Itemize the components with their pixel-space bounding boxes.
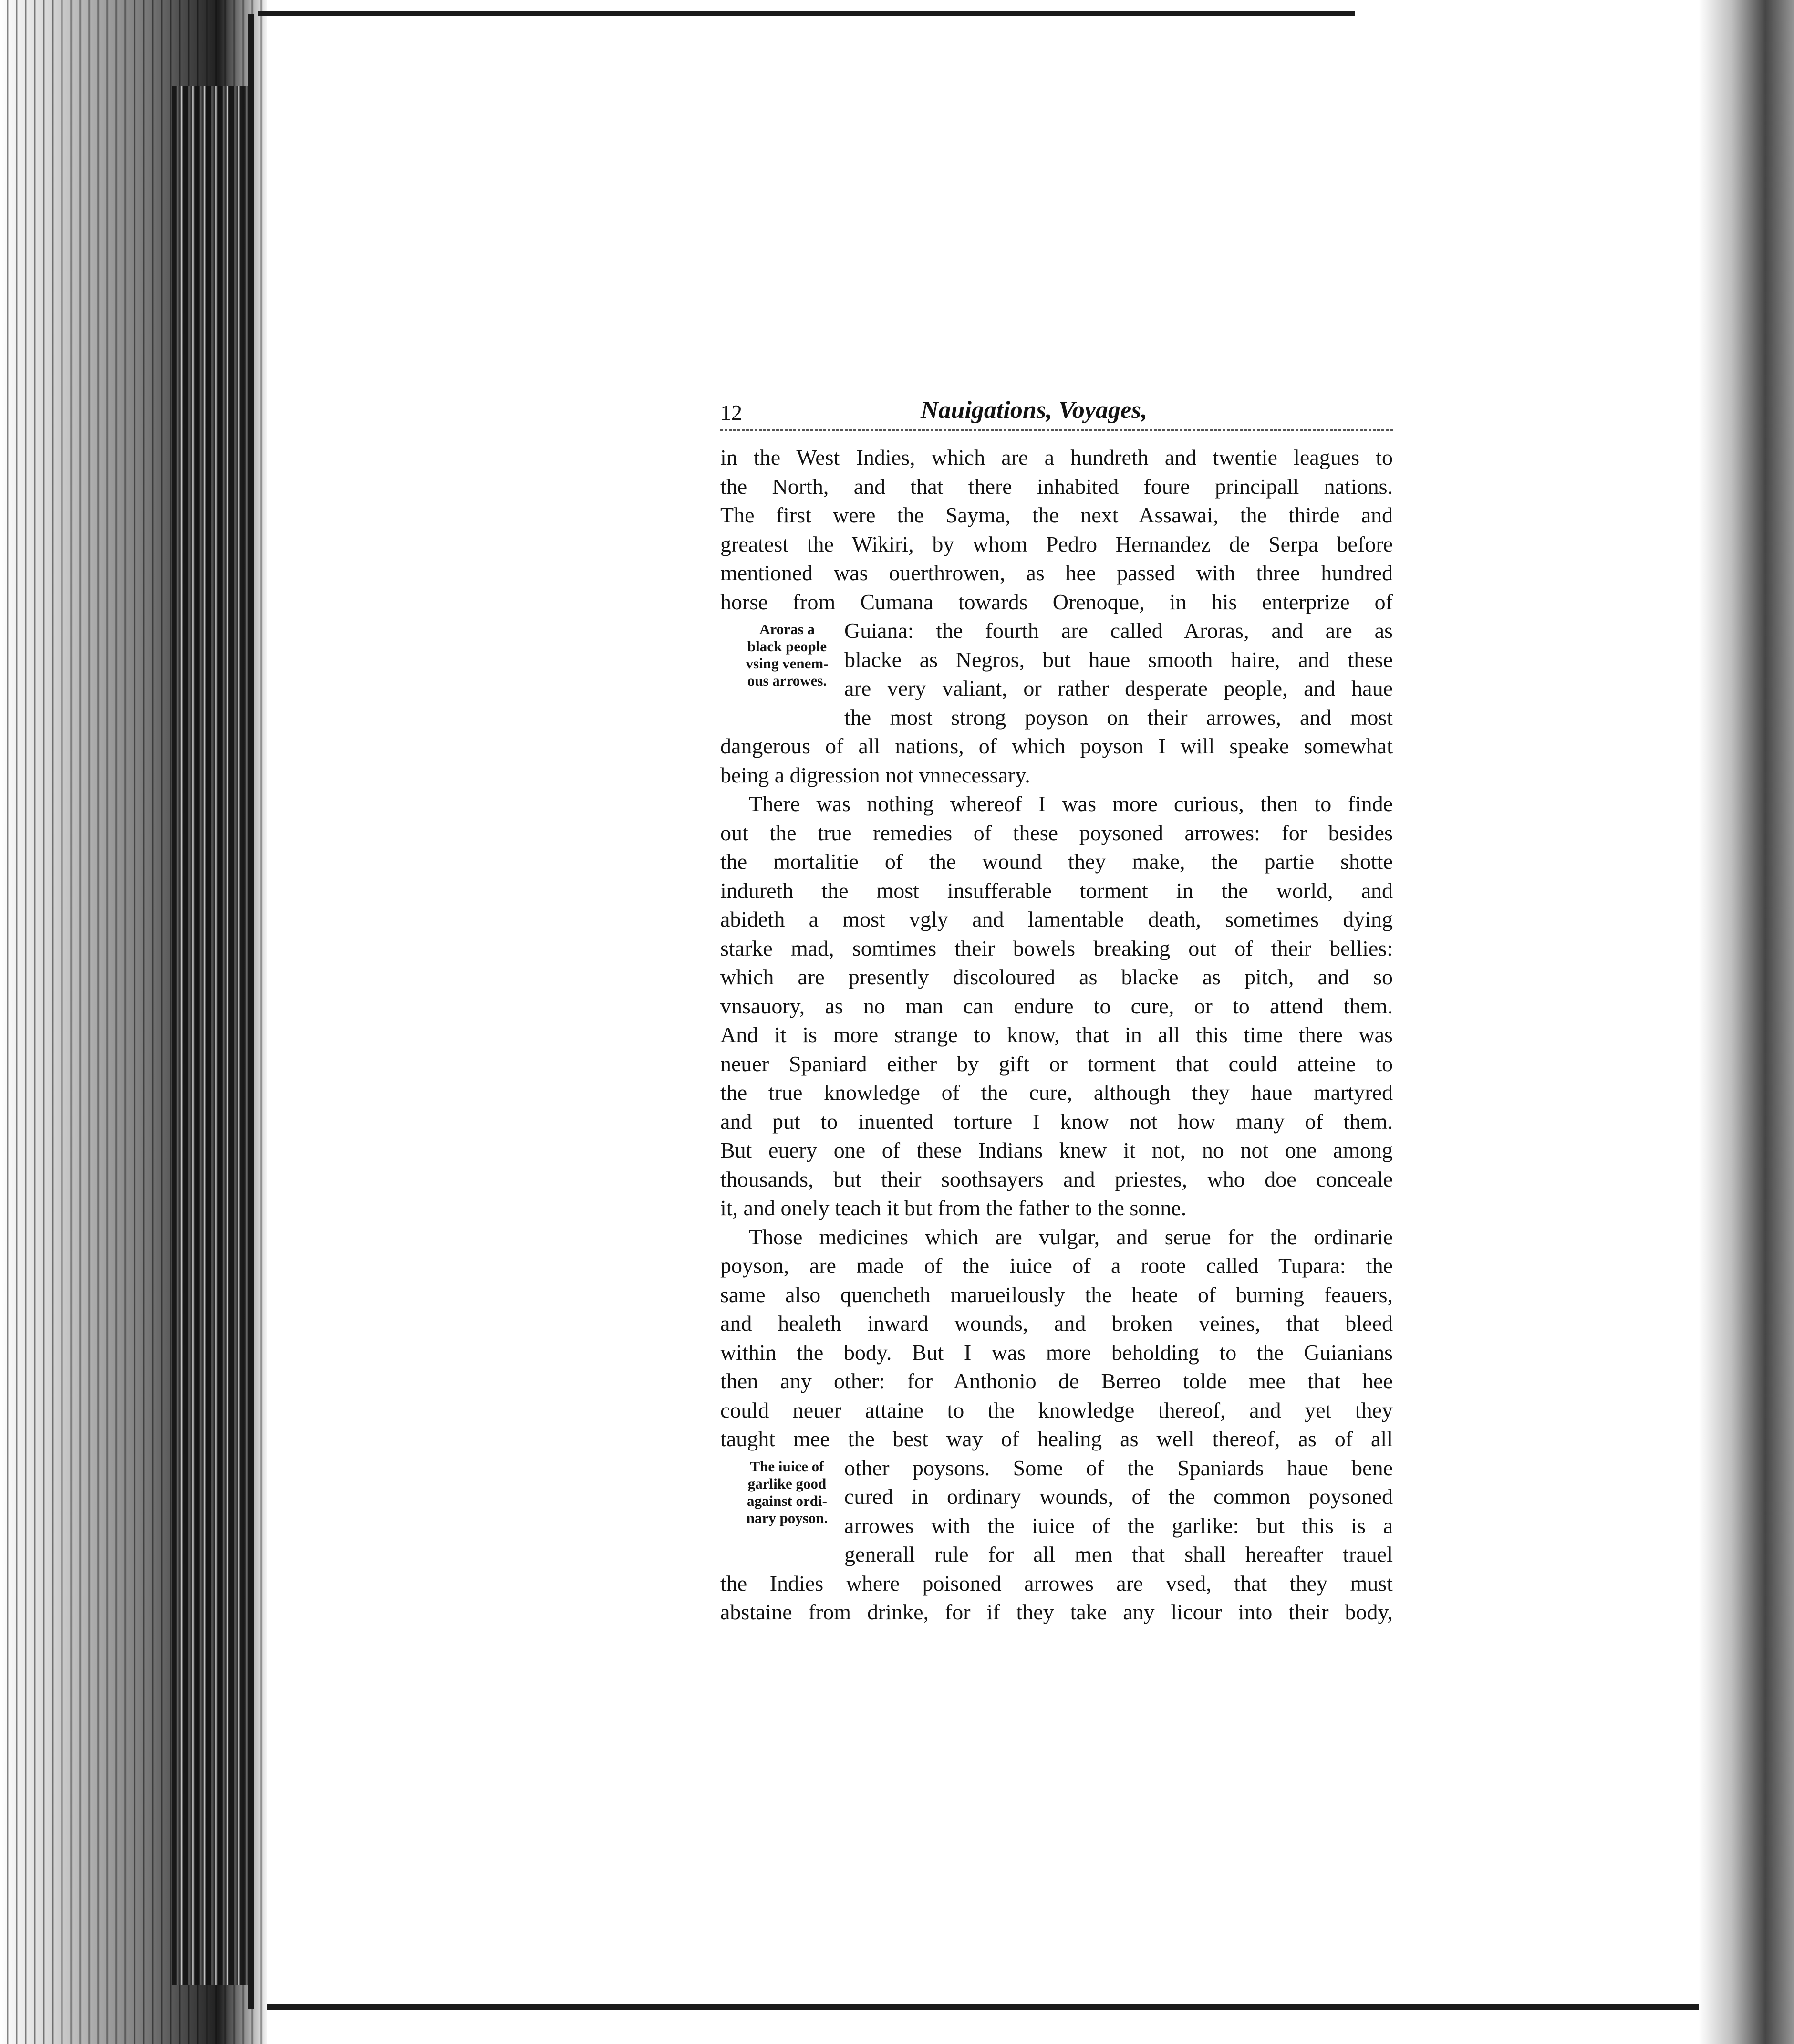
page-top-border xyxy=(258,11,1355,16)
text-line: The first were the Sayma, the next Assawai, the thirde and xyxy=(720,503,1393,527)
text-line: arrowes with the iuice of the garlike: but this is a xyxy=(844,1513,1393,1538)
text-line: greatest the Wikiri, by whom Pedro Hernandez de Serpa before xyxy=(720,532,1393,556)
running-title: Nauigations, Voyages, xyxy=(921,396,1148,424)
marginal-line: against ordi- xyxy=(747,1492,827,1509)
text-line: the Indies where poisoned arrowes are vsed, that they must xyxy=(720,1571,1393,1596)
text-line: are very valiant, or rather desperate people, and haue xyxy=(844,676,1393,700)
paragraph-2 xyxy=(720,790,1393,1223)
text-line: same also quencheth marueilously the heate of burning feauers, xyxy=(720,1282,1393,1307)
text-line: then any other: for Anthonio de Berreo tolde mee that hee xyxy=(720,1369,1393,1393)
text-line: other poysons. Some of the Spaniards haue bene xyxy=(844,1455,1393,1480)
text-line: And it is more strange to know, that in all this time there was xyxy=(720,1022,1393,1047)
page-number: 12 xyxy=(720,400,742,425)
marginal-line: Aroras a xyxy=(759,621,815,637)
text-line: the mortalitie of the wound they make, the partie shotte xyxy=(720,849,1393,874)
paragraph-3 xyxy=(720,1223,1393,1627)
page-left-border xyxy=(248,14,254,2009)
text-line: thousands, but their soothsayers and priestes, who doe conceale xyxy=(720,1167,1393,1191)
text-line: the North, and that there inhabited foure principall nations. xyxy=(720,474,1393,499)
text-line: it, and onely teach it but from the father to the sonne. xyxy=(720,1196,1187,1220)
text-line: abideth a most vgly and lamentable death, sometimes dying xyxy=(720,907,1393,931)
marginal-line: nary poyson. xyxy=(746,1509,828,1526)
text-line: within the body. But I was more beholding to the Guianians xyxy=(720,1340,1393,1365)
text-line: horse from Cumana towards Orenoque, in his enterprize of xyxy=(720,589,1393,614)
text-line: which are presently discoloured as blacke as pitch, and so xyxy=(720,965,1393,989)
text-line: There was nothing whereof I was more curious, then to finde xyxy=(749,792,1393,816)
text-line: Guiana: the fourth are called Aroras, and are as xyxy=(844,618,1393,643)
page-bottom-border xyxy=(267,2004,1746,2010)
marginal-line: garlike good xyxy=(747,1475,827,1492)
marginal-note-garlike xyxy=(730,1458,844,1527)
text-line: out the true remedies of these poysoned arrowes: for besides xyxy=(720,820,1393,845)
paragraph-1 xyxy=(720,443,1393,790)
text-line: cured in ordinary wounds, of the common poysoned xyxy=(844,1484,1393,1509)
text-line: poyson, are made of the iuice of a roote called Tupara: the xyxy=(720,1253,1393,1278)
text-line: the true knowledge of the cure, although they haue martyred xyxy=(720,1080,1393,1105)
text-line: blacke as Negros, but haue smooth haire, and these xyxy=(844,647,1393,672)
text-line: But euery one of these Indians knew it not, no not one among xyxy=(720,1138,1393,1162)
text-line: and put to inuented torture I know not how many of them. xyxy=(720,1109,1393,1134)
text-line: starke mad, somtimes their bowels breaking out of their bellies: xyxy=(720,936,1393,960)
marginal-note-aroras xyxy=(730,621,844,689)
text-line: the most strong poyson on their arrowes, and most xyxy=(844,705,1393,730)
marginal-line: ous arrowes. xyxy=(747,672,827,689)
text-line: in the West Indies, which are a hundreth and twentie leagues to xyxy=(720,445,1393,469)
text-line: and healeth inward wounds, and broken veines, that bleed xyxy=(720,1311,1393,1335)
text-line: abstaine from drinke, for if they take any licour into their body, xyxy=(720,1600,1393,1624)
text-line: indureth the most insufferable torment in the world, and xyxy=(720,878,1393,903)
text-line: could neuer attaine to the knowledge thereof, and yet they xyxy=(720,1397,1393,1422)
scan-binding-shadow xyxy=(172,86,248,1985)
text-line: Those medicines which are vulgar, and serue for the ordinarie xyxy=(749,1224,1393,1249)
text-line: being a digression not vnnecessary. xyxy=(720,762,1030,787)
running-head xyxy=(720,396,1393,431)
text-line: mentioned was ouerthrowen, as hee passed with three hundred xyxy=(720,561,1393,585)
text-line: taught mee the best way of healing as well thereof, as of all xyxy=(720,1427,1393,1451)
text-line: generall rule for all men that shall hereafter trauel xyxy=(844,1542,1393,1566)
text-block xyxy=(720,396,1393,1627)
marginal-line: The iuice of xyxy=(750,1458,824,1475)
text-line: neuer Spaniard either by gift or torment that could atteine to xyxy=(720,1051,1393,1076)
text-line: dangerous of all nations, of which poyson I will speake somewhat xyxy=(720,734,1393,758)
marginal-line: black people xyxy=(747,638,827,655)
text-line: vnsauory, as no man can endure to cure, or to attend them. xyxy=(720,993,1393,1018)
scan-gutter-shadow xyxy=(1699,0,1794,2044)
marginal-line: vsing venem- xyxy=(746,655,829,672)
